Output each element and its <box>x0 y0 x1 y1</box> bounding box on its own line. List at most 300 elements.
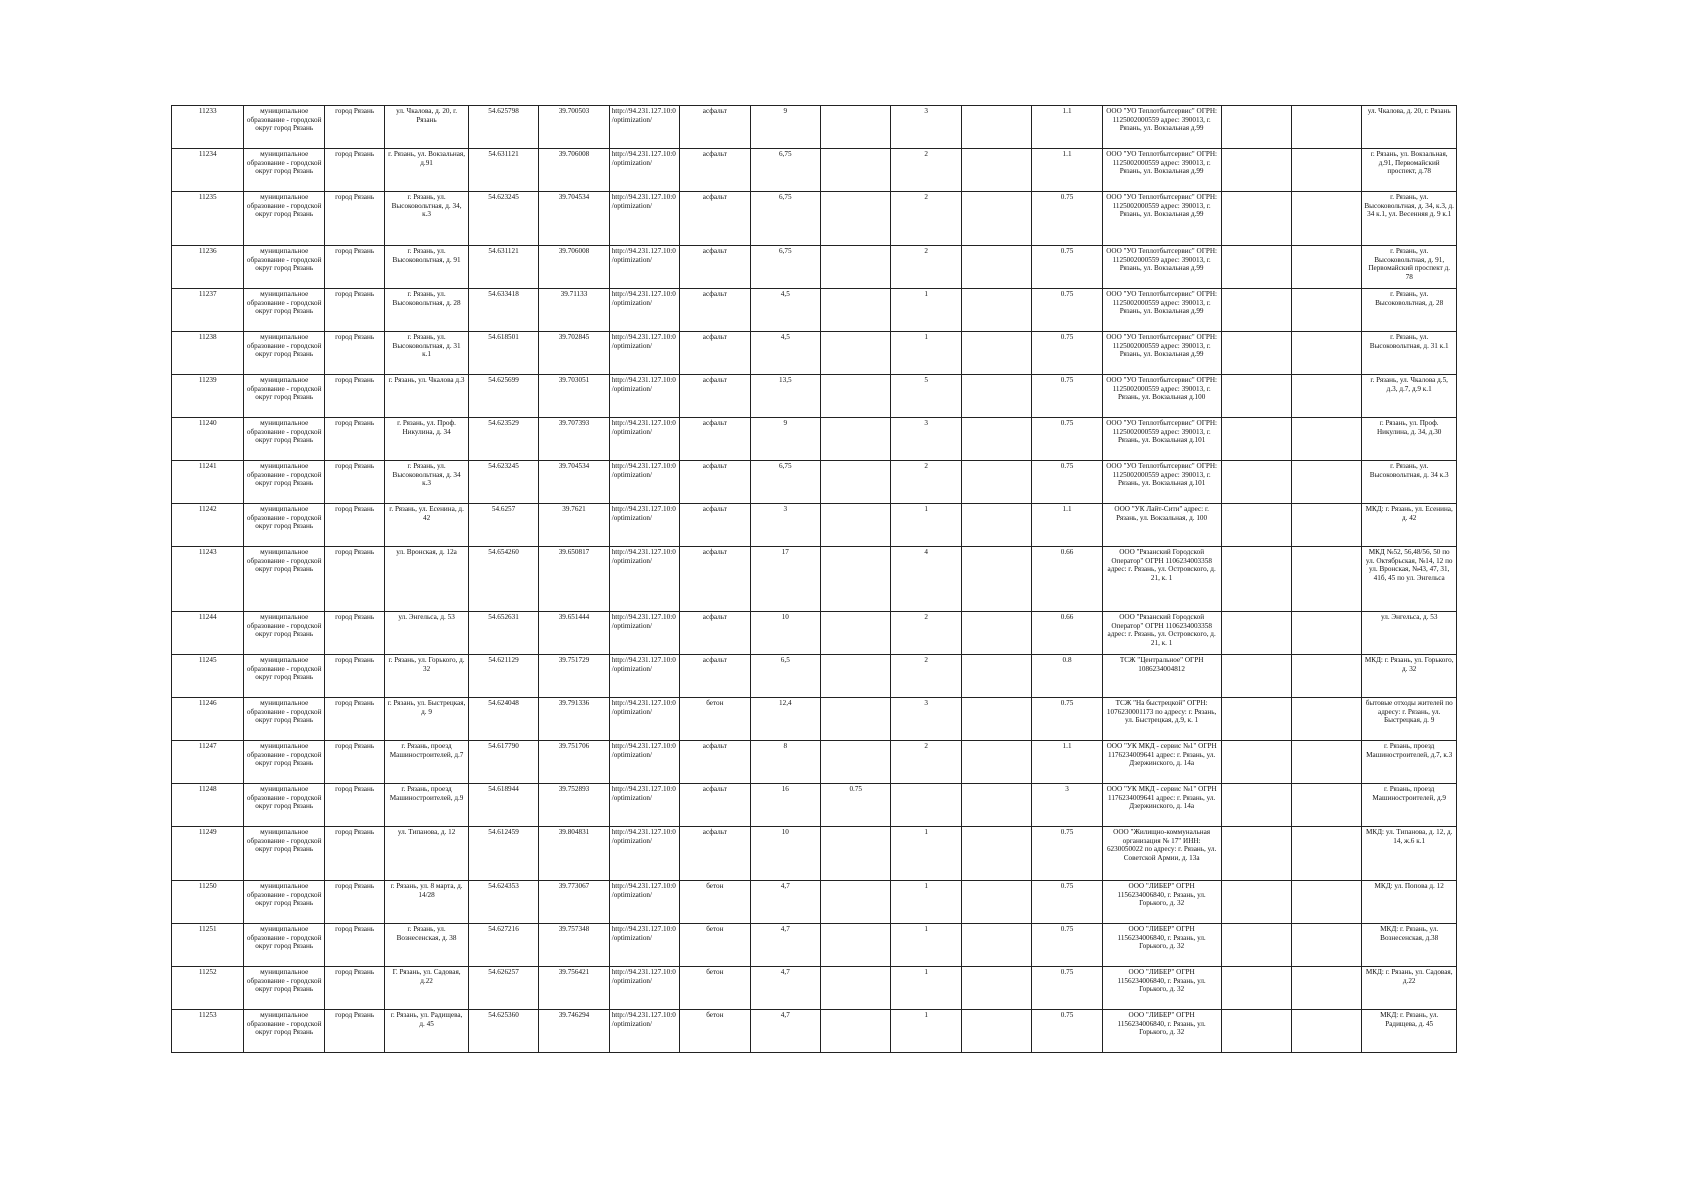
surface-cell: бетон <box>680 967 750 1010</box>
longitude-cell: 39.704534 <box>539 461 609 504</box>
table-row <box>172 547 1457 612</box>
column-14-cell <box>1221 881 1291 924</box>
city-cell: город Рязань <box>324 741 384 784</box>
url-cell: http://94.231.127.10:0/optimization/ <box>609 332 679 375</box>
row-id-cell: 11238 <box>172 332 244 375</box>
column-15-cell <box>1291 547 1361 612</box>
column-15-cell <box>1291 698 1361 741</box>
column-11-cell <box>961 332 1031 375</box>
owner-cell: ООО "ЛИБЕР" ОГРН 1156234006840, г. Рязань, ул. Горького, д. 32 <box>1102 924 1221 967</box>
column-14-cell <box>1221 924 1291 967</box>
table-row <box>172 192 1457 246</box>
column-11-cell <box>961 1010 1031 1053</box>
column-9-cell <box>821 1010 891 1053</box>
city-cell: город Рязань <box>324 655 384 698</box>
surface-cell: бетон <box>680 698 750 741</box>
container-count-cell: 1 <box>891 289 961 332</box>
column-11-cell <box>961 881 1031 924</box>
surface-cell: асфальт <box>680 504 750 547</box>
surface-cell: бетон <box>680 881 750 924</box>
area-cell: 6,75 <box>750 149 820 192</box>
surface-cell: асфальт <box>680 289 750 332</box>
surface-cell: асфальт <box>680 418 750 461</box>
column-11-cell <box>961 924 1031 967</box>
surface-cell: асфальт <box>680 246 750 289</box>
column-14-cell <box>1221 547 1291 612</box>
column-15-cell <box>1291 881 1361 924</box>
column-9-cell <box>821 741 891 784</box>
container-volume-cell: 1.1 <box>1032 504 1102 547</box>
area-cell: 6,75 <box>750 246 820 289</box>
served-objects-cell: г. Рязань, ул. Проф. Никулина, д. 34, д.30 <box>1362 418 1457 461</box>
address-cell: г. Рязань, ул. Высоковольтная, д. 31 к.1 <box>385 332 469 375</box>
address-cell: г. Рязань, ул. Чкалова д.3 <box>385 375 469 418</box>
surface-cell: асфальт <box>680 784 750 827</box>
municipality-cell: муниципальное образование - городской округ город Рязань <box>244 741 325 784</box>
city-cell: город Рязань <box>324 418 384 461</box>
column-14-cell <box>1221 246 1291 289</box>
url-cell: http://94.231.127.10:0/optimization/ <box>609 741 679 784</box>
url-cell: http://94.231.127.10:0/optimization/ <box>609 375 679 418</box>
latitude-cell: 54.633418 <box>468 289 538 332</box>
municipality-cell: муниципальное образование - городской округ город Рязань <box>244 1010 325 1053</box>
column-11-cell <box>961 375 1031 418</box>
column-11-cell <box>961 741 1031 784</box>
served-objects-cell: ул. Чкалова, д. 20, г. Рязань <box>1362 106 1457 149</box>
container-volume-cell: 0.75 <box>1032 1010 1102 1053</box>
latitude-cell: 54.624048 <box>468 698 538 741</box>
served-objects-cell: г. Рязань, ул. Высоковольтная, д. 91, Первомайский проспект д. 78 <box>1362 246 1457 289</box>
row-id-cell: 11247 <box>172 741 244 784</box>
area-cell: 6,75 <box>750 461 820 504</box>
city-cell: город Рязань <box>324 967 384 1010</box>
container-count-cell: 2 <box>891 741 961 784</box>
column-11-cell <box>961 827 1031 881</box>
url-cell: http://94.231.127.10:0/optimization/ <box>609 1010 679 1053</box>
latitude-cell: 54.625798 <box>468 106 538 149</box>
container-count-cell: 3 <box>891 698 961 741</box>
longitude-cell: 39.703051 <box>539 375 609 418</box>
owner-cell: ООО "УК МКД - сервис №1" ОГРН 1176234009641 адрес: г. Рязань, ул. Дзержинского, д. 14а <box>1102 741 1221 784</box>
municipality-cell: муниципальное образование - городской округ город Рязань <box>244 418 325 461</box>
container-volume-cell: 0.75 <box>1032 289 1102 332</box>
column-11-cell <box>961 246 1031 289</box>
area-cell: 3 <box>750 504 820 547</box>
column-15-cell <box>1291 827 1361 881</box>
area-cell: 4,5 <box>750 289 820 332</box>
table-row <box>172 1010 1457 1053</box>
registry-table <box>171 105 1457 1053</box>
column-11-cell <box>961 106 1031 149</box>
city-cell: город Рязань <box>324 149 384 192</box>
owner-cell: ООО "УО Теплотбытсервис" ОГРН: 1125002000559 адрес: 390013, г. Рязань, ул. Вокзальная д.101 <box>1102 418 1221 461</box>
column-9-cell <box>821 881 891 924</box>
surface-cell: бетон <box>680 1010 750 1053</box>
url-cell: http://94.231.127.10:0/optimization/ <box>609 149 679 192</box>
area-cell: 4,7 <box>750 1010 820 1053</box>
longitude-cell: 39.773067 <box>539 881 609 924</box>
column-9-cell <box>821 418 891 461</box>
row-id-cell: 11249 <box>172 827 244 881</box>
container-count-cell <box>891 784 961 827</box>
latitude-cell: 54.623529 <box>468 418 538 461</box>
url-cell: http://94.231.127.10:0/optimization/ <box>609 924 679 967</box>
city-cell: город Рязань <box>324 827 384 881</box>
latitude-cell: 54.618501 <box>468 332 538 375</box>
column-15-cell <box>1291 332 1361 375</box>
column-11-cell <box>961 461 1031 504</box>
surface-cell: асфальт <box>680 612 750 655</box>
table-row <box>172 881 1457 924</box>
column-9-cell <box>821 612 891 655</box>
column-14-cell <box>1221 289 1291 332</box>
served-objects-cell: г. Рязань, проезд Машиностроителей, д.7, к.3 <box>1362 741 1457 784</box>
area-cell: 4,5 <box>750 332 820 375</box>
area-cell: 10 <box>750 827 820 881</box>
served-objects-cell: г. Рязань, ул. Высоковольтная, д. 34, к.3, д. 34 к.1, ул. Весенняя д. 9 к.1 <box>1362 192 1457 246</box>
served-objects-cell: МКД: г. Рязань, ул. Садовая, д.22 <box>1362 967 1457 1010</box>
container-volume-cell: 0.75 <box>1032 332 1102 375</box>
row-id-cell: 11242 <box>172 504 244 547</box>
latitude-cell: 54.631121 <box>468 149 538 192</box>
area-cell: 10 <box>750 612 820 655</box>
container-count-cell: 1 <box>891 332 961 375</box>
column-9-cell <box>821 106 891 149</box>
owner-cell: ООО "УО Теплотбытсервис" ОГРН: 1125002000559 адрес: 390013, г. Рязань, ул. Вокзальная д.99 <box>1102 332 1221 375</box>
municipality-cell: муниципальное образование - городской округ город Рязань <box>244 504 325 547</box>
city-cell: город Рязань <box>324 106 384 149</box>
longitude-cell: 39.706008 <box>539 149 609 192</box>
owner-cell: ООО "УК МКД - сервис №1" ОГРН 1176234009641 адрес: г. Рязань, ул. Дзержинского, д. 14а <box>1102 784 1221 827</box>
url-cell: http://94.231.127.10:0/optimization/ <box>609 106 679 149</box>
latitude-cell: 54.652631 <box>468 612 538 655</box>
url-cell: http://94.231.127.10:0/optimization/ <box>609 967 679 1010</box>
container-count-cell: 1 <box>891 924 961 967</box>
url-cell: http://94.231.127.10:0/optimization/ <box>609 461 679 504</box>
owner-cell: ООО "ЛИБЕР" ОГРН 1156234006840, г. Рязань, ул. Горького, д. 32 <box>1102 881 1221 924</box>
column-9-cell <box>821 655 891 698</box>
column-9-cell <box>821 332 891 375</box>
city-cell: город Рязань <box>324 246 384 289</box>
owner-cell: ООО "УО Теплотбытсервис" ОГРН: 1125002000559 адрес: 390013, г. Рязань, ул. Вокзальная д.100 <box>1102 375 1221 418</box>
row-id-cell: 11235 <box>172 192 244 246</box>
column-9-cell <box>821 967 891 1010</box>
container-count-cell: 3 <box>891 106 961 149</box>
longitude-cell: 39.791336 <box>539 698 609 741</box>
container-volume-cell: 0.8 <box>1032 655 1102 698</box>
municipality-cell: муниципальное образование - городской округ город Рязань <box>244 289 325 332</box>
row-id-cell: 11252 <box>172 967 244 1010</box>
container-volume-cell: 0.66 <box>1032 547 1102 612</box>
city-cell: город Рязань <box>324 289 384 332</box>
owner-cell: ООО "ЛИБЕР" ОГРН 1156234006840, г. Рязань, ул. Горького, д. 32 <box>1102 967 1221 1010</box>
municipality-cell: муниципальное образование - городской округ город Рязань <box>244 461 325 504</box>
column-15-cell <box>1291 192 1361 246</box>
container-volume-cell: 0.75 <box>1032 967 1102 1010</box>
city-cell: город Рязань <box>324 881 384 924</box>
url-cell: http://94.231.127.10:0/optimization/ <box>609 881 679 924</box>
longitude-cell: 39.757348 <box>539 924 609 967</box>
table-row <box>172 698 1457 741</box>
latitude-cell: 54.6257 <box>468 504 538 547</box>
city-cell: город Рязань <box>324 784 384 827</box>
container-count-cell: 2 <box>891 246 961 289</box>
row-id-cell: 11253 <box>172 1010 244 1053</box>
latitude-cell: 54.612459 <box>468 827 538 881</box>
column-14-cell <box>1221 504 1291 547</box>
table-row <box>172 332 1457 375</box>
served-objects-cell: МКД: г. Рязань, ул. Радищева, д. 45 <box>1362 1010 1457 1053</box>
container-volume-cell: 0.75 <box>1032 698 1102 741</box>
column-9-cell: 0.75 <box>821 784 891 827</box>
url-cell: http://94.231.127.10:0/optimization/ <box>609 827 679 881</box>
municipality-cell: муниципальное образование - городской округ город Рязань <box>244 827 325 881</box>
owner-cell: ООО "Рязанский Городской Оператор" ОГРН 1106234003358 адрес: г. Рязань, ул. Островского, д. 21, к. 1 <box>1102 547 1221 612</box>
surface-cell: асфальт <box>680 547 750 612</box>
container-count-cell: 2 <box>891 192 961 246</box>
owner-cell: ООО "ЛИБЕР" ОГРН 1156234006840, г. Рязань, ул. Горького, д. 32 <box>1102 1010 1221 1053</box>
owner-cell: ООО "УО Теплотбытсервис" ОГРН: 1125002000559 адрес: 390013, г. Рязань, ул. Вокзальная д.101 <box>1102 461 1221 504</box>
container-count-cell: 2 <box>891 461 961 504</box>
area-cell: 4,7 <box>750 924 820 967</box>
area-cell: 12,4 <box>750 698 820 741</box>
latitude-cell: 54.626257 <box>468 967 538 1010</box>
column-11-cell <box>961 967 1031 1010</box>
row-id-cell: 11241 <box>172 461 244 504</box>
row-id-cell: 11244 <box>172 612 244 655</box>
longitude-cell: 39.700503 <box>539 106 609 149</box>
address-cell: ул. Энгельса, д. 53 <box>385 612 469 655</box>
url-cell: http://94.231.127.10:0/optimization/ <box>609 192 679 246</box>
table-row <box>172 246 1457 289</box>
column-15-cell <box>1291 246 1361 289</box>
area-cell: 13,5 <box>750 375 820 418</box>
owner-cell: ООО "УО Теплотбытсервис" ОГРН: 1125002000559 адрес: 390013, г. Рязань, ул. Вокзальная д.99 <box>1102 149 1221 192</box>
column-9-cell <box>821 698 891 741</box>
container-volume-cell: 0.75 <box>1032 192 1102 246</box>
column-14-cell <box>1221 698 1291 741</box>
address-cell: г. Рязань, ул. Высоковольтная, д. 91 <box>385 246 469 289</box>
municipality-cell: муниципальное образование - городской округ город Рязань <box>244 192 325 246</box>
served-objects-cell: МКД: ул. Попова д. 12 <box>1362 881 1457 924</box>
address-cell: г. Рязань, ул. Высоковольтная, д. 34, к.3 <box>385 192 469 246</box>
surface-cell: асфальт <box>680 332 750 375</box>
surface-cell: асфальт <box>680 375 750 418</box>
table-row <box>172 612 1457 655</box>
longitude-cell: 39.746294 <box>539 1010 609 1053</box>
url-cell: http://94.231.127.10:0/optimization/ <box>609 698 679 741</box>
city-cell: город Рязань <box>324 547 384 612</box>
longitude-cell: 39.706008 <box>539 246 609 289</box>
municipality-cell: муниципальное образование - городской округ город Рязань <box>244 881 325 924</box>
column-14-cell <box>1221 967 1291 1010</box>
column-9-cell <box>821 375 891 418</box>
column-11-cell <box>961 547 1031 612</box>
municipality-cell: муниципальное образование - городской округ город Рязань <box>244 612 325 655</box>
row-id-cell: 11243 <box>172 547 244 612</box>
column-15-cell <box>1291 1010 1361 1053</box>
municipality-cell: муниципальное образование - городской округ город Рязань <box>244 332 325 375</box>
owner-cell: ООО "УО Теплотбытсервис" ОГРН: 1125002000559 адрес: 390013, г. Рязань, ул. Вокзальная д.99 <box>1102 289 1221 332</box>
latitude-cell: 54.618944 <box>468 784 538 827</box>
container-volume-cell: 0.75 <box>1032 375 1102 418</box>
served-objects-cell: МКД: ул. Типанова, д. 12, д. 14, ж.6 к.1 <box>1362 827 1457 881</box>
city-cell: город Рязань <box>324 612 384 655</box>
column-11-cell <box>961 192 1031 246</box>
served-objects-cell: бытовые отходы жителей по адресу: г. Рязань, ул. Быстрецкая, д. 9 <box>1362 698 1457 741</box>
latitude-cell: 54.623245 <box>468 461 538 504</box>
served-objects-cell: МКД: г. Рязань, ул. Горького, д. 32 <box>1362 655 1457 698</box>
surface-cell: асфальт <box>680 827 750 881</box>
container-count-cell: 1 <box>891 504 961 547</box>
container-volume-cell: 3 <box>1032 784 1102 827</box>
column-15-cell <box>1291 375 1361 418</box>
container-volume-cell: 0.75 <box>1032 418 1102 461</box>
area-cell: 9 <box>750 106 820 149</box>
url-cell: http://94.231.127.10:0/optimization/ <box>609 784 679 827</box>
municipality-cell: муниципальное образование - городской округ город Рязань <box>244 967 325 1010</box>
container-volume-cell: 0.75 <box>1032 246 1102 289</box>
container-volume-cell: 1.1 <box>1032 106 1102 149</box>
address-cell: г. Рязань, ул. 8 марта, д. 14/28 <box>385 881 469 924</box>
surface-cell: асфальт <box>680 741 750 784</box>
longitude-cell: 39.752893 <box>539 784 609 827</box>
longitude-cell: 39.704534 <box>539 192 609 246</box>
latitude-cell: 54.631121 <box>468 246 538 289</box>
url-cell: http://94.231.127.10:0/optimization/ <box>609 655 679 698</box>
address-cell: г. Рязань, ул. Высоковольтная, д. 34 к.3 <box>385 461 469 504</box>
longitude-cell: 39.650817 <box>539 547 609 612</box>
container-count-cell: 3 <box>891 418 961 461</box>
url-cell: http://94.231.127.10:0/optimization/ <box>609 289 679 332</box>
owner-cell: ООО "Жилищно-коммунальная организация № 17" ИНН: 6230050022 по адресу: г. Рязань, ул. Советской Армии, д. 13а <box>1102 827 1221 881</box>
served-objects-cell: МКД: г. Рязань, ул. Вознесенская, д.38 <box>1362 924 1457 967</box>
column-11-cell <box>961 149 1031 192</box>
longitude-cell: 39.707393 <box>539 418 609 461</box>
column-9-cell <box>821 192 891 246</box>
column-14-cell <box>1221 612 1291 655</box>
container-count-cell: 1 <box>891 881 961 924</box>
address-cell: г. Рязань, ул. Вокзальная, д.91 <box>385 149 469 192</box>
table-row <box>172 655 1457 698</box>
column-15-cell <box>1291 741 1361 784</box>
table-row <box>172 504 1457 547</box>
served-objects-cell: г. Рязань, ул. Высоковольтная, д. 34 к.3 <box>1362 461 1457 504</box>
address-cell: г. Рязань, ул. Радищева, д. 45 <box>385 1010 469 1053</box>
area-cell: 16 <box>750 784 820 827</box>
municipality-cell: муниципальное образование - городской округ город Рязань <box>244 246 325 289</box>
column-14-cell <box>1221 655 1291 698</box>
longitude-cell: 39.804831 <box>539 827 609 881</box>
address-cell: г. Рязань, проезд Машиностроителей, д.7 <box>385 741 469 784</box>
container-count-cell: 5 <box>891 375 961 418</box>
container-count-cell: 2 <box>891 655 961 698</box>
latitude-cell: 54.624353 <box>468 881 538 924</box>
owner-cell: ООО "УК Лайт-Сити" адрес: г. Рязань, ул. Вокзальная, д. 100 <box>1102 504 1221 547</box>
area-cell: 6,5 <box>750 655 820 698</box>
served-objects-cell: МКД №52, 56,48/56, 50 по ул. Октябрьская, №14, 12 по ул. Вронская, №43, 47, 31, 41б, 45 по ул. Энгельса <box>1362 547 1457 612</box>
table-row <box>172 967 1457 1010</box>
address-cell: г. Рязань, ул. Вознесенская, д. 38 <box>385 924 469 967</box>
column-15-cell <box>1291 504 1361 547</box>
longitude-cell: 39.7621 <box>539 504 609 547</box>
address-cell: г. Рязань, ул. Быстрецкая, д. 9 <box>385 698 469 741</box>
area-cell: 4,7 <box>750 967 820 1010</box>
served-objects-cell: г. Рязань, ул. Высоковольтная, д. 28 <box>1362 289 1457 332</box>
longitude-cell: 39.71133 <box>539 289 609 332</box>
municipality-cell: муниципальное образование - городской округ город Рязань <box>244 698 325 741</box>
column-9-cell <box>821 924 891 967</box>
container-volume-cell: 0.75 <box>1032 881 1102 924</box>
municipality-cell: муниципальное образование - городской округ город Рязань <box>244 106 325 149</box>
table-row <box>172 289 1457 332</box>
served-objects-cell: г. Рязань, ул. Чкалова д.5, д.3, д.7, д.9 к.1 <box>1362 375 1457 418</box>
column-15-cell <box>1291 655 1361 698</box>
latitude-cell: 54.617790 <box>468 741 538 784</box>
table-row <box>172 784 1457 827</box>
address-cell: г. Рязань, ул. Проф. Никулина, д. 34 <box>385 418 469 461</box>
address-cell: ул. Вронская, д. 12а <box>385 547 469 612</box>
surface-cell: асфальт <box>680 106 750 149</box>
container-count-cell: 4 <box>891 547 961 612</box>
city-cell: город Рязань <box>324 461 384 504</box>
latitude-cell: 54.621129 <box>468 655 538 698</box>
column-15-cell <box>1291 289 1361 332</box>
table-row <box>172 106 1457 149</box>
row-id-cell: 11250 <box>172 881 244 924</box>
served-objects-cell: г. Рязань, проезд Машиностроителей, д.9 <box>1362 784 1457 827</box>
column-11-cell <box>961 655 1031 698</box>
container-count-cell: 1 <box>891 1010 961 1053</box>
surface-cell: асфальт <box>680 655 750 698</box>
column-9-cell <box>821 149 891 192</box>
longitude-cell: 39.651444 <box>539 612 609 655</box>
column-15-cell <box>1291 784 1361 827</box>
column-15-cell <box>1291 612 1361 655</box>
container-volume-cell: 1.1 <box>1032 741 1102 784</box>
table-row <box>172 418 1457 461</box>
column-11-cell <box>961 504 1031 547</box>
owner-cell: ООО "УО Теплотбытсервис" ОГРН: 1125002000559 адрес: 390013, г. Рязань, ул. Вокзальная д.99 <box>1102 246 1221 289</box>
longitude-cell: 39.702845 <box>539 332 609 375</box>
served-objects-cell: г. Рязань, ул. Вокзальная, д.91, Первомайский проспект, д.78 <box>1362 149 1457 192</box>
city-cell: город Рязань <box>324 504 384 547</box>
city-cell: город Рязань <box>324 924 384 967</box>
address-cell: ул. Чкалова, д. 20, г. Рязань <box>385 106 469 149</box>
url-cell: http://94.231.127.10:0/optimization/ <box>609 612 679 655</box>
address-cell: г. Рязань, ул. Есенина, д. 42 <box>385 504 469 547</box>
column-14-cell <box>1221 418 1291 461</box>
row-id-cell: 11245 <box>172 655 244 698</box>
table-row <box>172 375 1457 418</box>
container-volume-cell: 0.75 <box>1032 924 1102 967</box>
address-cell: г. Рязань, ул. Горького, д. 32 <box>385 655 469 698</box>
latitude-cell: 54.625360 <box>468 1010 538 1053</box>
column-14-cell <box>1221 741 1291 784</box>
city-cell: город Рязань <box>324 698 384 741</box>
column-9-cell <box>821 827 891 881</box>
municipality-cell: муниципальное образование - городской округ город Рязань <box>244 924 325 967</box>
address-cell: г. Рязань, проезд Машиностроителей, д.9 <box>385 784 469 827</box>
url-cell: http://94.231.127.10:0/optimization/ <box>609 547 679 612</box>
row-id-cell: 11251 <box>172 924 244 967</box>
row-id-cell: 11234 <box>172 149 244 192</box>
row-id-cell: 11240 <box>172 418 244 461</box>
container-count-cell: 1 <box>891 827 961 881</box>
column-15-cell <box>1291 149 1361 192</box>
served-objects-cell: ул. Энгельса, д. 53 <box>1362 612 1457 655</box>
url-cell: http://94.231.127.10:0/optimization/ <box>609 504 679 547</box>
